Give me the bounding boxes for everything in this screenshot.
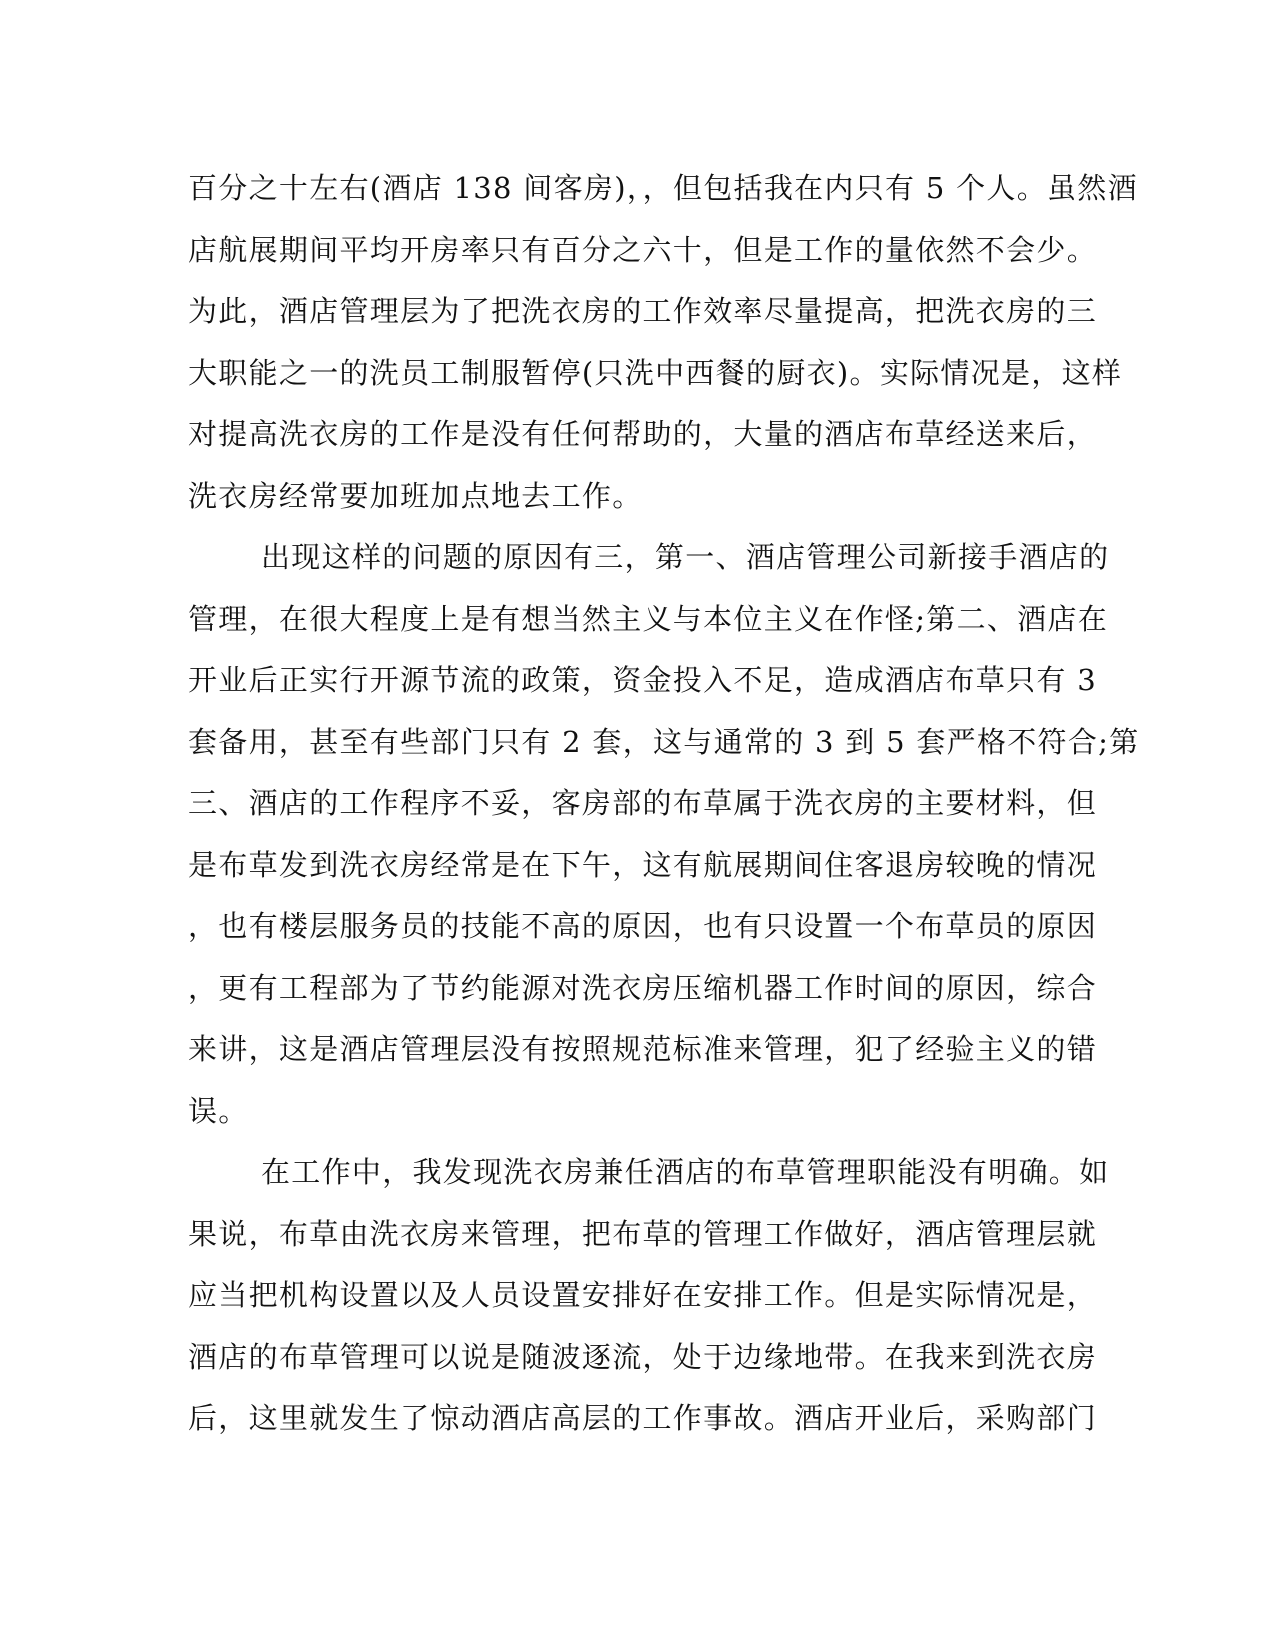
paragraph-2-line-10: 误。 bbox=[188, 1093, 249, 1128]
paragraph-2-line-6: 是布草发到洗衣房经常是在下午，这有航展期间住客退房较晚的情况 bbox=[188, 847, 1098, 882]
paragraph-1-line-4: 大职能之一的洗员工制服暂停(只洗中西餐的厨衣)。实际情况是，这样 bbox=[188, 355, 1123, 390]
paragraph-2-line-8: ，更有工程部为了节约能源对洗衣房压缩机器工作时间的原因，综合 bbox=[188, 970, 1098, 1005]
paragraph-3-line-2: 果说，布草由洗衣房来管理，把布草的管理工作做好，酒店管理层就 bbox=[188, 1216, 1098, 1251]
paragraph-2-line-2: 管理，在很大程度上是有想当然主义与本位主义在作怪;第二、酒店在 bbox=[188, 601, 1109, 636]
paragraph-1-line-6: 洗衣房经常要加班加点地去工作。 bbox=[188, 478, 643, 513]
paragraph-2-line-7: ，也有楼层服务员的技能不高的原因，也有只设置一个布草员的原因 bbox=[188, 909, 1098, 943]
paragraph-3-line-3: 应当把机构设置以及人员设置安排好在安排工作。但是实际情况是， bbox=[188, 1278, 1098, 1312]
paragraph-2-line-5: 三、酒店的工作程序不妥，客房部的布草属于洗衣房的主要材料，但 bbox=[188, 786, 1098, 820]
paragraph-1-line-2: 店航展期间平均开房率只有百分之六十，但是工作的量依然不会少。 bbox=[188, 232, 1098, 267]
paragraph-2-line-9: 来讲，这是酒店管理层没有按照规范标准来管理，犯了经验主义的错 bbox=[188, 1032, 1098, 1066]
paragraph-2-line-1: 出现这样的问题的原因有三，第一、酒店管理公司新接手酒店的 bbox=[261, 540, 1110, 574]
document-body bbox=[188, 158, 1140, 1450]
paragraph-2-line-3: 开业后正实行开源节流的政策，资金投入不足，造成酒店布草只有 3 bbox=[188, 663, 1097, 697]
paragraph-2-line-4: 套备用，甚至有些部门只有 2 套，这与通常的 3 到 5 套严格不符合;第 bbox=[188, 724, 1140, 759]
paragraph-1-line-1: 百分之十左右(酒店 138 间客房)，，但包括我在内只有 5 个人。虽然酒 bbox=[188, 171, 1138, 205]
paragraph-3-line-4: 酒店的布草管理可以说是随波逐流，处于边缘地带。在我来到洗衣房 bbox=[188, 1339, 1098, 1374]
paragraph-1-line-5: 对提高洗衣房的工作是没有任何帮助的，大量的酒店布草经送来后， bbox=[188, 417, 1098, 451]
paragraph-3-line-5: 后，这里就发生了惊动酒店高层的工作事故。酒店开业后，采购部门 bbox=[188, 1401, 1098, 1435]
paragraph-1-line-3: 为此，酒店管理层为了把洗衣房的工作效率尽量提高，把洗衣房的三 bbox=[188, 294, 1098, 328]
paragraph-3-line-1: 在工作中，我发现洗衣房兼任酒店的布草管理职能没有明确。如 bbox=[261, 1155, 1110, 1189]
